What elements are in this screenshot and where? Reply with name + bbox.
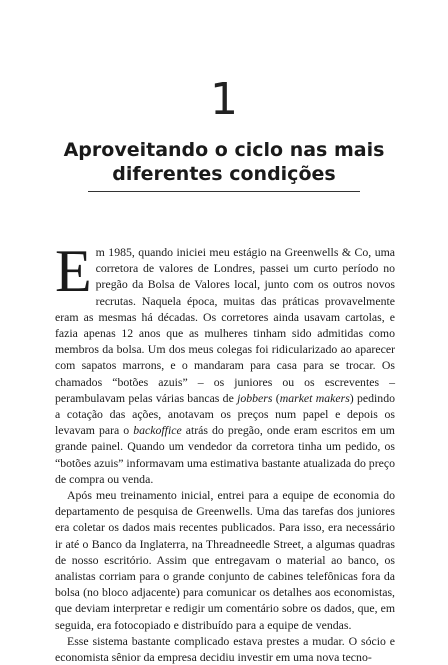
chapter-title bbox=[40, 138, 408, 186]
paragraph-1 bbox=[55, 238, 396, 487]
paragraph-1-text-b: ( bbox=[272, 390, 280, 405]
drop-cap: E bbox=[55, 238, 92, 304]
body-text bbox=[55, 238, 396, 665]
paragraph-1-italic-market-makers: market makers bbox=[279, 390, 350, 405]
chapter-title-line-2: diferentes condições bbox=[112, 163, 336, 185]
paragraph-3: Esse sistema bastante complicado estava prestes a mudar. O sócio e economista sênior da empresa decidiu investir em uma nova tecno- bbox=[55, 633, 395, 665]
chapter-title-line-1: Aproveitando o ciclo nas mais bbox=[63, 139, 385, 161]
paragraph-1-text-c: ) pedindo a cotação das ações, anotavam os preços num papel e depois os levavam para o bbox=[55, 390, 395, 438]
paragraph-2: Após meu treinamento inicial, entrei para a equipe de economia do departamento de pesquisa de Greenwells. Uma das tarefas dos juniores era coletar os dados mais recentes publicados. Para isso, era necessário ir até o Banco da Inglaterra, na Threadneedle Street, a algumas quadras de nosso escritório. Assim que entregavam o material ao banco, os analistas corriam para o grande conjunto de cabines telefônicas fora da bolsa (no bloco adjacente) para comunicar os detalhes aos economistas, que deviam interpretar e redigir um comentário sobre os dados, que, em seguida, era fotocopiado e distribuído para a equipe de vendas. bbox=[55, 488, 395, 632]
chapter-number: 1 bbox=[210, 74, 238, 125]
paragraph-1-italic-jobbers: jobbers bbox=[237, 390, 273, 405]
paragraph-1-italic-backoffice: backoffice bbox=[133, 423, 182, 438]
paragraph-1-text-a: m 1985, quando iniciei meu estágio na Greenwells & Co, uma corretora de valores de Londres, passei um curto período no pregão da Bolsa de Valores local, junto com os outros novos recrutas. Naquela época, muitas das práticas provavelmente eram as mesmas há décadas. Os corretores ainda usavam cartolas, e fazia apenas 12 anos que as mulheres tinham sido admitidas como membros da bolsa. Um dos meus colegas foi ridicularizado ao aparecer com sapatos marrons, e o mandaram para casa para se trocar. Os chamados “botões azuis” – os juniores ou os escreventes – perambulavam pelas várias bancas de bbox=[55, 245, 395, 405]
title-rule bbox=[88, 191, 360, 192]
paragraph-1-text-d: atrás do pregão, onde eram escritos em um grande painel. Quando um vendedor da corretora tinha um pedido, os “botões azuis” informavam uma estimativa bastante atualizada do preço de compra ou venda. bbox=[55, 423, 396, 486]
